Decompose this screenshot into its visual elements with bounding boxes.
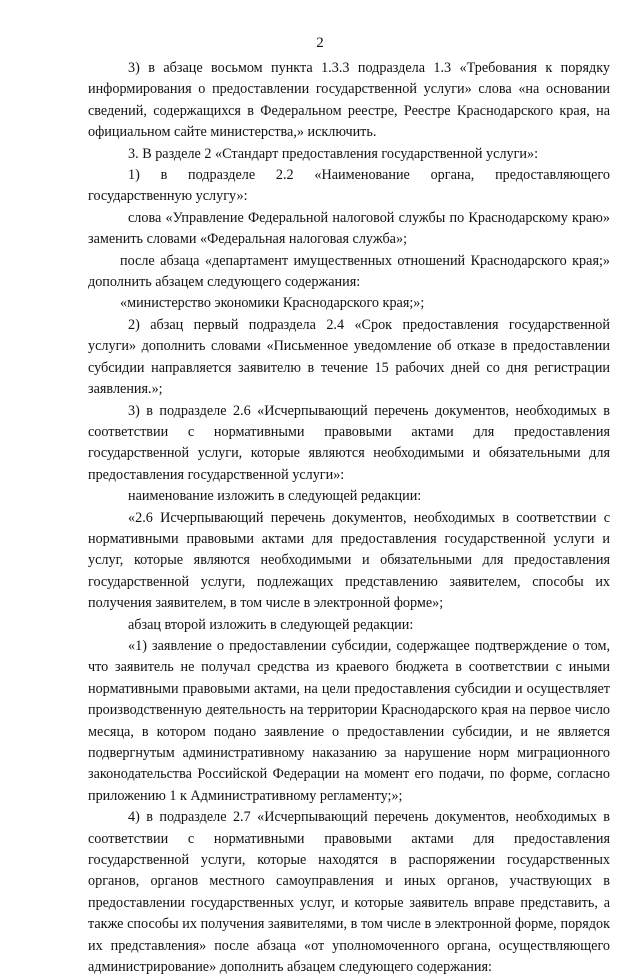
paragraph-abzats-vtoroy: абзац второй изложить в следующей редакции: xyxy=(128,616,414,633)
page-number: 2 xyxy=(316,35,324,51)
paragraph-item-1-podrazdel-2-2: 1) в подразделе 2.2 «Наименование органа, предоставляющего государственную услугу»: xyxy=(88,167,610,205)
paragraph-zayavlenie: «1) заявление о предоставлении субсидии, содержащее подтверждение о том, что заявитель не получал средства из краевого бюджета в соответствии с иными нормативными правовыми актами, на цели предоставления субсидии и осуществляет производственную деятельность на территории Краснодарского края на первое число месяца, в котором подано заявление о предоставлении субсидии, и не является подвергнутым административному наказанию за нарушение норм миграционного законодательства Российской Федерации на момент его подачи, по форме, согласно приложению 1 к Административному регламенту;»; xyxy=(88,637,610,804)
paragraph-item-3-podrazdel-2-6: 3) в подразделе 2.6 «Исчерпывающий перечень документов, необходимых в соответствии с нормативными правовыми актами для предоставления государственной услуги, которые являются необходимыми и обязательными для предоставления государственной услуги»: xyxy=(88,402,610,483)
paragraph-2-6-new-title: «2.6 Исчерпывающий перечень документов, необходимых в соответствии с нормативными правовыми актами для предоставления государственной услуги и услуг, которые являются необходимыми и обязательными для предоставления государственной услуги, подлежащих представлению заявителем, способы их получения заявителем, в том числе в электронной форме»; xyxy=(88,509,610,612)
paragraph-item-4-podrazdel-2-7: 4) в подразделе 2.7 «Исчерпывающий перечень документов, необходимых в соответствии с нормативными правовыми актами для предоставления государственной услуги, которые находятся в распоряжении государственных органов, органов местного самоуправления и иных органов, участвующих в предоставлении государственных услуг, и которые заявитель вправе представить, а также способы их получения заявителями, в том числе в электронной форме, порядок их представления» после абзаца «от уполномоченного органа, осуществляющего администрирование» дополнить абзацем следующего содержания: xyxy=(88,809,610,976)
document-body xyxy=(88,58,610,978)
paragraph-replace-words: слова «Управление Федеральной налоговой службы по Краснодарскому краю» заменить словами «Федеральная налоговая служба»; xyxy=(88,209,610,248)
paragraph-section-3-razdel-2: 3. В разделе 2 «Стандарт предоставления государственной услуги»: xyxy=(128,145,539,162)
paragraph-item-2-podrazdel-2-4: 2) абзац первый подраздела 2.4 «Срок предоставления государственной услуги» дополнить словами «Письменное уведомление об отказе в предоставлении субсидии направляется заявителю в течение 15 рабочих дней со дня регистрации заявления.»; xyxy=(88,316,610,398)
paragraph-after-abzats: после абзаца «департамент имущественных отношений Краснодарского края;» дополнить абзацем следующего содержания: xyxy=(88,252,610,291)
paragraph-ministry-economy: «министерство экономики Краснодарского края;»; xyxy=(120,295,425,312)
paragraph-naimenovanie: наименование изложить в следующей редакции: xyxy=(128,488,422,505)
paragraph-item-3-abzats-vosmoy: 3) в абзаце восьмом пункта 1.3.3 подраздела 1.3 «Требования к порядку информирования о предоставлении государственной услуги» слова «на основании сведений, содержащихся в Федеральном реестре, Реестре Краснодарского края, на официальном сайте министерства,» исключить. xyxy=(88,60,610,141)
